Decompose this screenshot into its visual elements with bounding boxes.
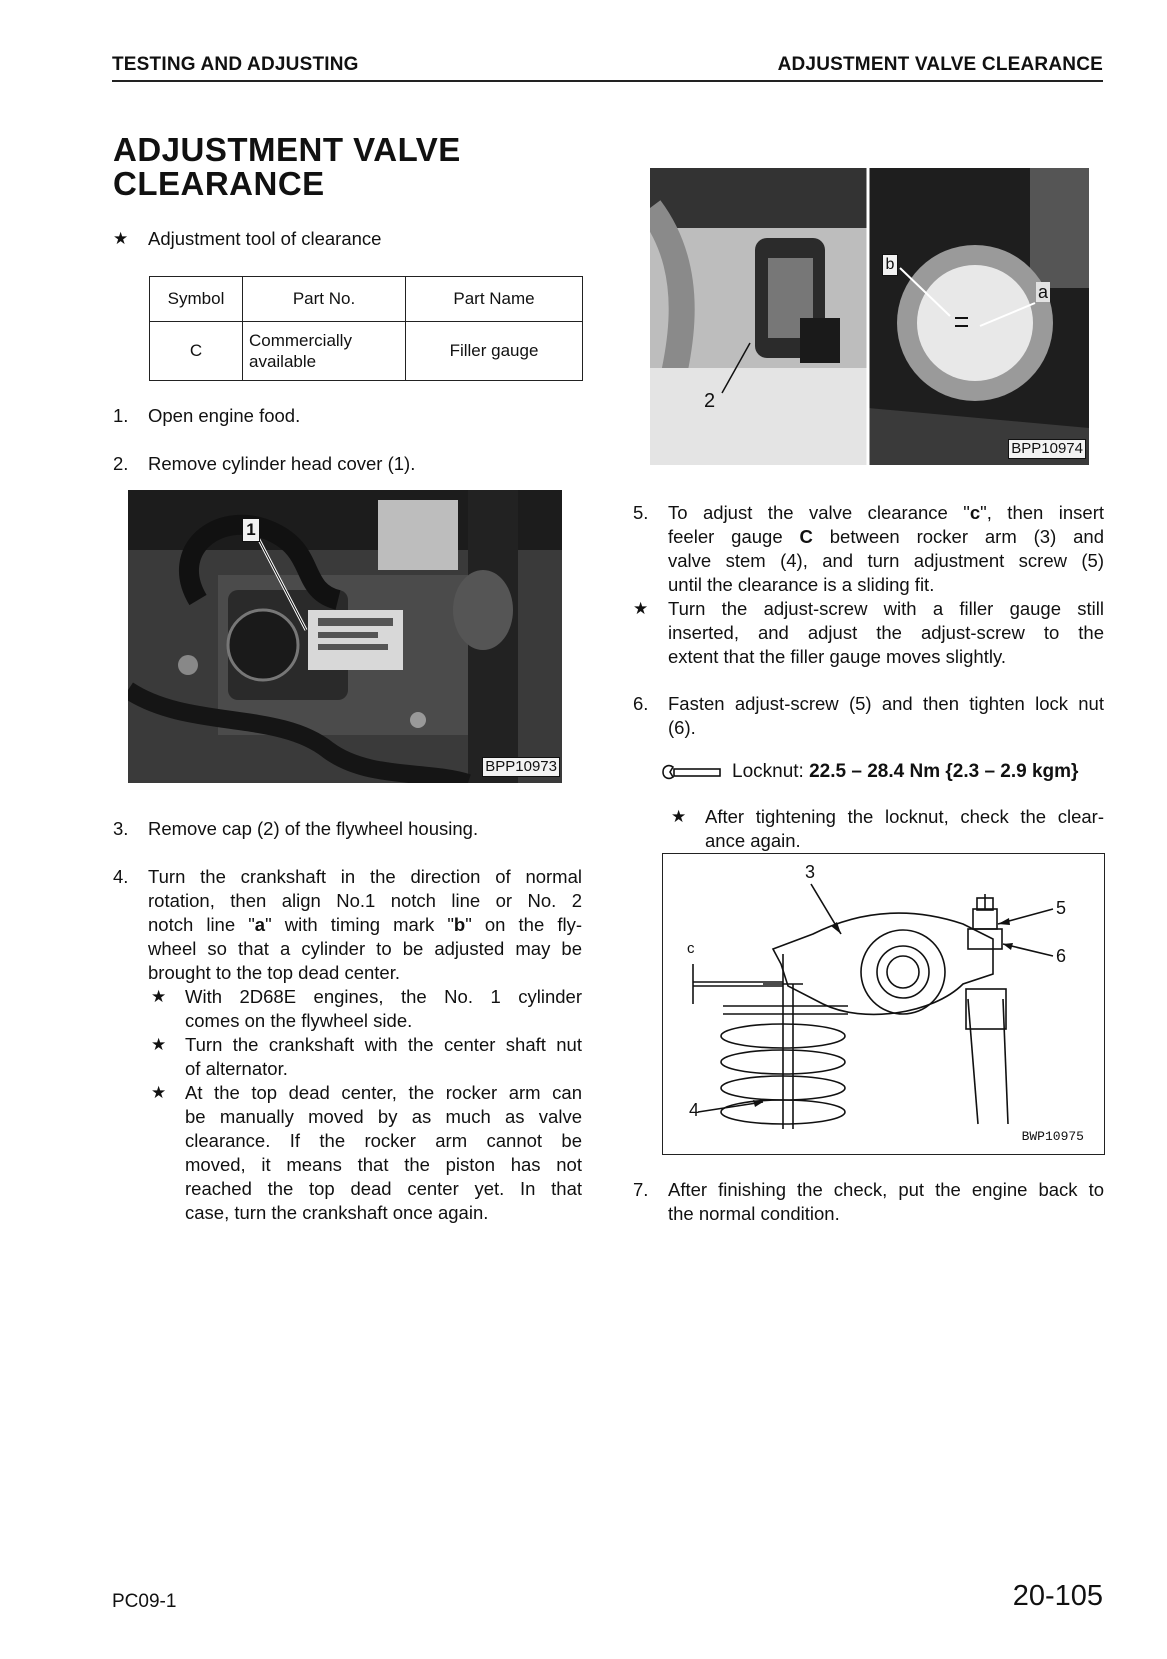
callout-2: 2	[704, 390, 716, 412]
step-2-text: Remove cylinder head cover (1).	[148, 453, 416, 474]
step-5-line-3: valve stem (4), and turn adjustment screw (5)	[668, 550, 1104, 571]
figure-3-code: BWP10975	[1021, 1129, 1084, 1144]
header-rule	[112, 80, 1103, 82]
part-no-line-1: Commercially	[249, 331, 352, 350]
callout-a: a	[1037, 282, 1048, 302]
label-3: 3	[805, 862, 816, 882]
table-header-symbol: Symbol	[150, 277, 243, 322]
rocker-arm-drawing	[663, 854, 1104, 1154]
flywheel-photo-drawing	[650, 168, 1089, 465]
torque-spec: Locknut: 22.5 – 28.4 Nm {2.3 – 2.9 kgm}	[732, 761, 1079, 782]
page-title	[113, 133, 461, 201]
tool-table	[149, 276, 583, 381]
step-2-number: 2.	[113, 453, 129, 474]
engine-photo	[128, 490, 562, 783]
page-number: 20-105	[1012, 1580, 1103, 1612]
wrench-icon	[660, 761, 722, 783]
step-7-number: 7.	[633, 1179, 649, 1200]
step-4-note-1: With 2D68E engines, the No. 1 cylinder comes on the flywheel side.	[185, 986, 582, 1031]
label-4: 4	[689, 1100, 700, 1120]
step-1-number: 1.	[113, 405, 129, 426]
step-4-line-3: notch line "a" with timing mark "b" on the fly-	[148, 914, 582, 935]
label-6: 6	[1056, 946, 1067, 966]
step-4-number: 4.	[113, 866, 129, 887]
step-4-line-5: brought to the top dead center.	[148, 962, 400, 983]
table-cell-part-name: Filler gauge	[406, 322, 583, 381]
figure-1-code: BPP10973	[482, 757, 560, 777]
tool-note: Adjustment tool of clearance	[148, 228, 382, 249]
star-icon: ★	[151, 987, 167, 1006]
step-6-note: After tightening the locknut, check the clear- ance again.	[705, 806, 1104, 851]
step-5-line-1: To adjust the valve clearance "c", then insert	[668, 502, 1104, 523]
table-header-part-no: Part No.	[243, 277, 406, 322]
step-4-line-4: wheel so that a cylinder to be adjusted may be	[148, 938, 582, 959]
part-no-line-2: available	[249, 352, 317, 371]
table-header-row	[150, 277, 583, 322]
table-header-part-name: Part Name	[406, 277, 583, 322]
step-5-line-2: feeler gauge C between rocker arm (3) and	[668, 526, 1104, 547]
step-4-note-3: At the top dead center, the rocker arm can be manually moved by as much as valve clearance. If the rocker arm cannot be moved, it means that the piston has not reached the top dead center yet. In that case, turn the crankshaft once again.	[185, 1082, 582, 1223]
figure-2-code: BPP10974	[1008, 439, 1086, 459]
step-3-text: Remove cap (2) of the flywheel housing.	[148, 818, 479, 839]
header-right: ADJUSTMENT VALVE CLEARANCE	[777, 54, 1103, 75]
step-4-text	[148, 865, 582, 985]
step-5-number: 5.	[633, 502, 649, 523]
step-5-note: Turn the adjust-screw with a filler gauge still inserted, and adjust the adjust-screw to the extent that the filler gauge moves slightly.	[668, 598, 1104, 667]
step-6-number: 6.	[633, 693, 649, 714]
title-line-2: CLEARANCE	[113, 165, 325, 202]
star-icon: ★	[113, 229, 129, 248]
rocker-arm-diagram	[662, 853, 1105, 1155]
step-6-text: Fasten adjust-screw (5) and then tighten lock nut (6).	[668, 693, 1104, 738]
step-4-line-2: rotation, then align No.1 notch line or No. 2	[148, 890, 582, 911]
star-icon: ★	[633, 599, 649, 618]
step-7-text: After finishing the check, put the engine back to the normal condition.	[668, 1179, 1104, 1224]
table-cell-part-no	[243, 322, 406, 381]
header-left: TESTING AND ADJUSTING	[112, 54, 359, 75]
footer-model: PC09-1	[112, 1591, 177, 1612]
table-row	[150, 322, 583, 381]
step-3-number: 3.	[113, 818, 129, 839]
label-c: c	[687, 940, 695, 957]
star-icon: ★	[151, 1083, 167, 1102]
star-icon: ★	[151, 1035, 167, 1054]
star-icon: ★	[671, 807, 687, 826]
title-line-1: ADJUSTMENT VALVE	[113, 131, 461, 168]
callout-b: b	[882, 254, 898, 276]
step-1-text: Open engine food.	[148, 405, 301, 426]
step-4-line-1: Turn the crankshaft in the direction of normal	[148, 866, 582, 887]
step-4-note-2: Turn the crankshaft with the center shaft nut of alternator.	[185, 1034, 582, 1079]
step-5-text	[668, 501, 1104, 597]
callout-1: 1	[242, 518, 260, 542]
step-5-line-4: until the clearance is a sliding fit.	[668, 574, 935, 595]
engine-photo-drawing	[128, 490, 562, 783]
table-cell-symbol: C	[150, 322, 243, 381]
label-5: 5	[1056, 898, 1067, 918]
flywheel-photo	[650, 168, 1089, 465]
